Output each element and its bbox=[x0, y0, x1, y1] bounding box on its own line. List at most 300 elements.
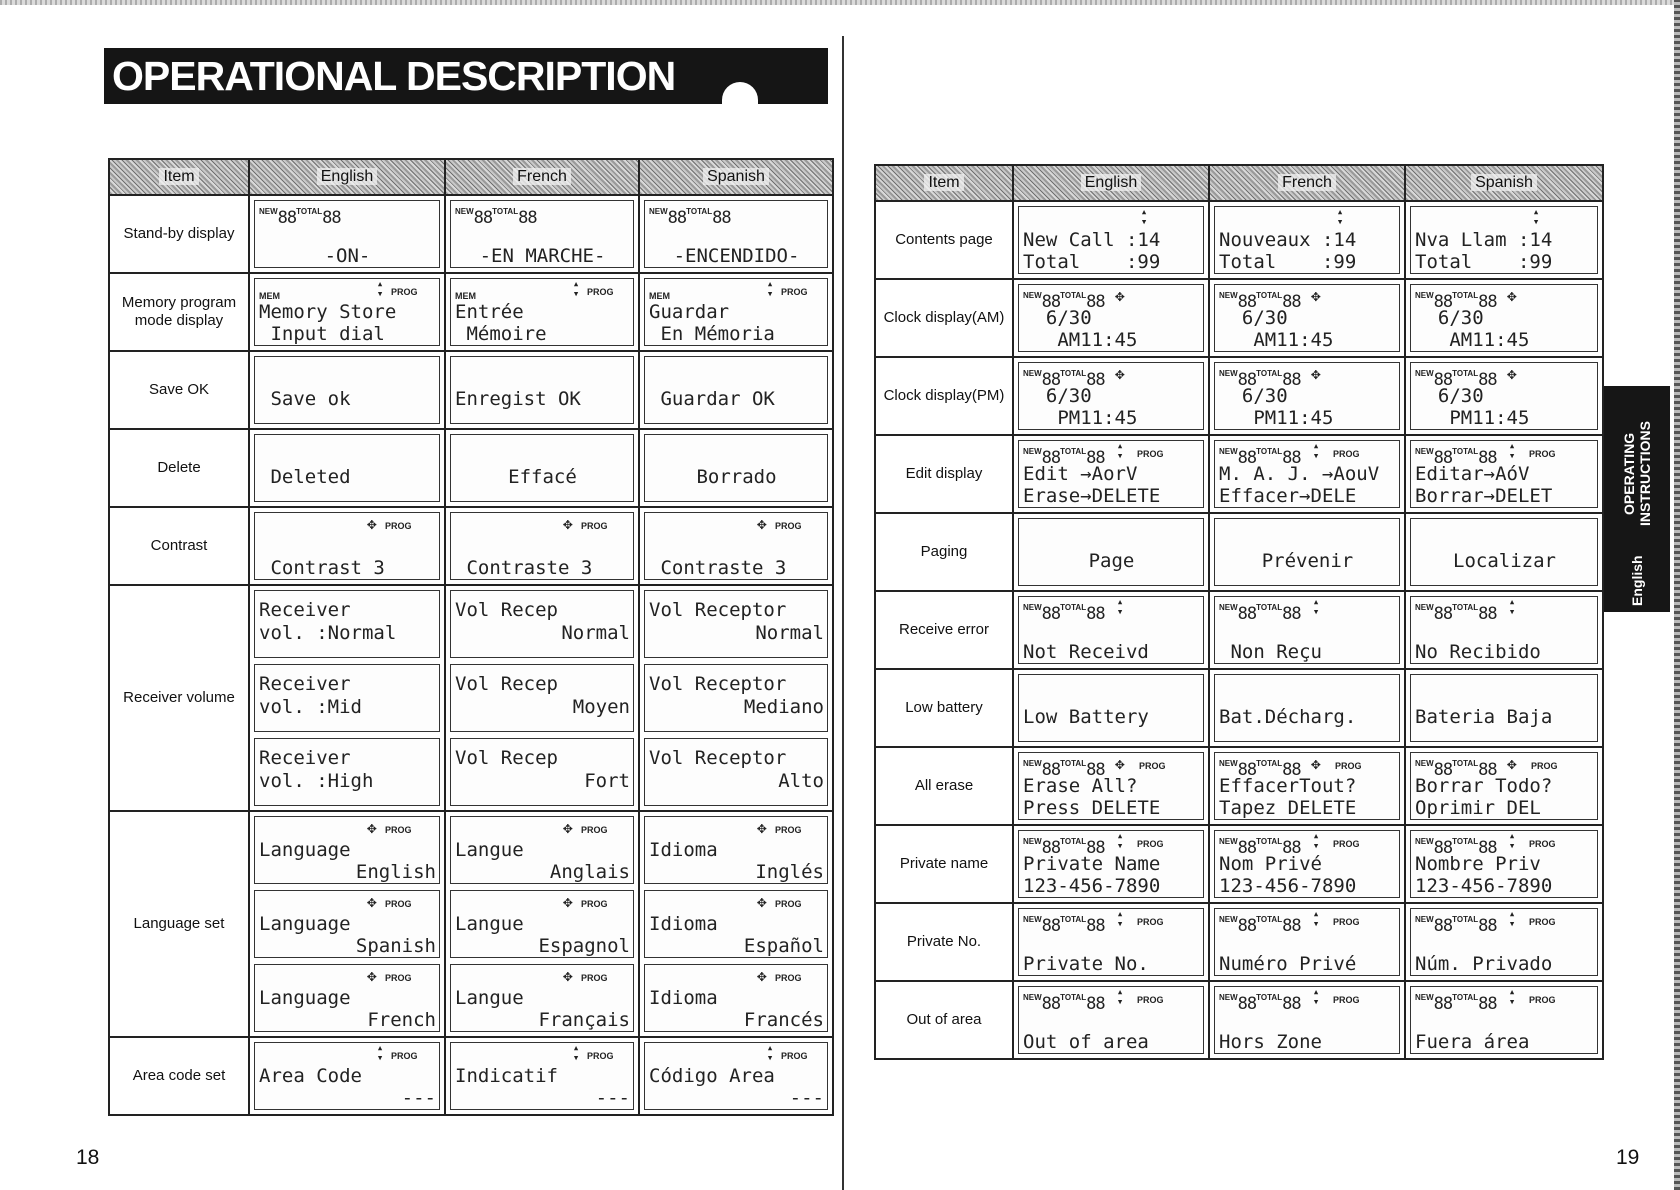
new-count-digits: 88 bbox=[1433, 994, 1453, 1014]
lcd-display bbox=[450, 816, 634, 884]
total-indicator: TOTAL bbox=[492, 207, 519, 216]
total-indicator: TOTAL bbox=[1256, 993, 1283, 1002]
table-row bbox=[109, 585, 833, 811]
lcd-display bbox=[1410, 284, 1598, 352]
mem-indicator: MEM bbox=[649, 291, 670, 301]
lcd-cell-es bbox=[1405, 669, 1603, 747]
new-indicator: NEW bbox=[1219, 837, 1238, 846]
lcd-cell-en bbox=[249, 811, 445, 1037]
lcd-line-2: Total :99 bbox=[1023, 251, 1161, 273]
total-count-digits: 88 bbox=[1478, 994, 1497, 1014]
prog-indicator: PROG bbox=[1333, 917, 1360, 927]
lcd-cell-es bbox=[1405, 981, 1603, 1059]
lcd-line-2: Inglés bbox=[755, 861, 824, 883]
new-count-digits: 88 bbox=[1041, 604, 1061, 624]
table-header-row bbox=[875, 165, 1603, 201]
scan-artifact-edge bbox=[1674, 0, 1680, 1190]
new-indicator: NEW bbox=[1415, 993, 1434, 1002]
lcd-line-2: Effacer→DELE bbox=[1219, 485, 1357, 507]
up-down-arrow-icon: ▴ ▾ bbox=[1116, 596, 1124, 618]
up-down-arrow-icon: ▴ ▾ bbox=[1116, 440, 1124, 462]
lcd-cell-en bbox=[1013, 825, 1209, 903]
lcd-display bbox=[1410, 206, 1598, 274]
up-down-arrow-icon: ▴ ▾ bbox=[1508, 986, 1516, 1008]
four-way-arrow-icon: ✥ bbox=[1507, 286, 1517, 305]
lcd-line-2: Bateria Baja bbox=[1415, 706, 1553, 728]
row-item-label: Private No. bbox=[875, 903, 1013, 981]
lcd-cell-en bbox=[249, 273, 445, 351]
four-way-arrow-icon: ✥ bbox=[367, 514, 377, 533]
total-count-digits: 88 bbox=[1478, 604, 1497, 624]
four-way-arrow-icon: ✥ bbox=[367, 818, 377, 837]
new-count-digits: 88 bbox=[473, 208, 493, 228]
lcd-line-1: Nouveaux :14 bbox=[1219, 229, 1357, 251]
prog-indicator: PROG bbox=[775, 521, 802, 531]
lcd-line-2: Borrar→DELET bbox=[1415, 485, 1553, 507]
total-count-digits: 88 bbox=[1282, 760, 1301, 780]
lcd-line-2: AM11:45 bbox=[1415, 329, 1530, 351]
lcd-display bbox=[1214, 674, 1400, 742]
lcd-display bbox=[644, 590, 828, 658]
lcd-line-2: Tapez DELETE bbox=[1219, 797, 1357, 819]
lcd-line-2: Prévenir bbox=[1261, 550, 1354, 572]
total-count-digits: 88 bbox=[1282, 994, 1301, 1014]
lcd-line-1: Indicatif bbox=[455, 1065, 558, 1087]
total-indicator: TOTAL bbox=[1452, 447, 1479, 456]
table-row bbox=[109, 507, 833, 585]
header-english: English bbox=[249, 159, 445, 195]
lcd-cell-fr bbox=[445, 429, 639, 507]
lcd-display bbox=[1018, 830, 1204, 898]
table-row bbox=[875, 435, 1603, 513]
total-count-digits: 88 bbox=[1086, 292, 1105, 312]
lcd-line-1: New Call :14 bbox=[1023, 229, 1161, 251]
new-total-indicator bbox=[649, 203, 731, 227]
lcd-display bbox=[1018, 752, 1204, 820]
lcd-line-2: Save ok bbox=[259, 388, 351, 410]
prog-indicator: PROG bbox=[385, 825, 412, 835]
row-item-label: Area code set bbox=[109, 1037, 249, 1115]
four-way-arrow-icon: ✥ bbox=[1507, 754, 1517, 773]
lcd-display bbox=[1018, 674, 1204, 742]
new-total-indicator bbox=[1219, 989, 1301, 1013]
lcd-line-1: Language bbox=[259, 913, 351, 935]
prog-indicator: PROG bbox=[1531, 761, 1558, 771]
prog-indicator: PROG bbox=[1529, 917, 1556, 927]
table-row bbox=[875, 825, 1603, 903]
side-tab bbox=[1604, 386, 1670, 612]
row-item-label: Stand-by display bbox=[109, 195, 249, 273]
lcd-display bbox=[254, 356, 440, 424]
total-count-digits: 88 bbox=[1478, 760, 1497, 780]
new-total-indicator bbox=[259, 203, 341, 227]
scan-artifact-top bbox=[0, 0, 1680, 5]
row-item-label: Paging bbox=[875, 513, 1013, 591]
lcd-cell-es bbox=[639, 195, 833, 273]
prog-indicator: PROG bbox=[385, 899, 412, 909]
four-way-arrow-icon: ✥ bbox=[1311, 754, 1321, 773]
lcd-cell-es bbox=[639, 585, 833, 811]
lcd-display bbox=[1214, 596, 1400, 664]
header-spanish: Spanish bbox=[639, 159, 833, 195]
total-count-digits: 88 bbox=[1086, 760, 1105, 780]
lcd-line-2: AM11:45 bbox=[1023, 329, 1138, 351]
row-item-label: Clock display(PM) bbox=[875, 357, 1013, 435]
prog-indicator: PROG bbox=[775, 899, 802, 909]
lcd-line-1: Idioma bbox=[649, 913, 718, 935]
lcd-cell-fr bbox=[1209, 981, 1405, 1059]
lcd-line-2: --- bbox=[789, 1087, 824, 1109]
new-total-indicator bbox=[1415, 989, 1497, 1013]
total-count-digits: 88 bbox=[518, 208, 537, 228]
lcd-line-1: Código Area bbox=[649, 1065, 775, 1087]
mem-indicator: MEM bbox=[455, 291, 476, 301]
table-row bbox=[875, 747, 1603, 825]
lcd-display bbox=[254, 434, 440, 502]
lcd-display bbox=[254, 278, 440, 346]
lcd-line-2: --- bbox=[595, 1087, 630, 1109]
lcd-cell-es bbox=[1405, 201, 1603, 279]
lcd-line-2: Contraste 3 bbox=[649, 557, 787, 579]
lcd-display bbox=[1410, 362, 1598, 430]
prog-indicator: PROG bbox=[775, 825, 802, 835]
prog-indicator: PROG bbox=[781, 287, 808, 297]
lcd-line-1: 6/30 bbox=[1415, 385, 1484, 407]
lcd-display bbox=[1214, 206, 1400, 274]
table-row bbox=[875, 279, 1603, 357]
row-item-label: Memory program mode display bbox=[109, 273, 249, 351]
row-item-label: Contrast bbox=[109, 507, 249, 585]
lcd-cell-es bbox=[1405, 513, 1603, 591]
total-indicator: TOTAL bbox=[1452, 993, 1479, 1002]
row-item-label: Receiver volume bbox=[109, 585, 249, 811]
lcd-cell-fr bbox=[445, 507, 639, 585]
prog-indicator: PROG bbox=[587, 1051, 614, 1061]
page-spine bbox=[842, 36, 844, 1190]
four-way-arrow-icon: ✥ bbox=[563, 892, 573, 911]
lcd-line-2: AM11:45 bbox=[1219, 329, 1334, 351]
lcd-line-2: PM11:45 bbox=[1219, 407, 1334, 429]
lcd-cell-fr bbox=[1209, 903, 1405, 981]
new-count-digits: 88 bbox=[1237, 916, 1257, 936]
lcd-line-1: Idioma bbox=[649, 987, 718, 1009]
total-count-digits: 88 bbox=[1478, 916, 1497, 936]
side-tab-section: OPERATING INSTRUCTIONS bbox=[1621, 421, 1653, 527]
lcd-display bbox=[1018, 908, 1204, 976]
total-count-digits: 88 bbox=[712, 208, 731, 228]
total-indicator: TOTAL bbox=[1060, 603, 1087, 612]
new-indicator: NEW bbox=[1219, 447, 1238, 456]
lcd-line-2: Francés bbox=[743, 1009, 824, 1031]
lcd-cell-en bbox=[1013, 669, 1209, 747]
lcd-display bbox=[450, 434, 634, 502]
lcd-line-2: 123-456-7890 bbox=[1023, 875, 1161, 897]
lcd-line-1: Idioma bbox=[649, 839, 718, 861]
lcd-line-2: English bbox=[355, 861, 436, 883]
total-indicator: TOTAL bbox=[1256, 369, 1283, 378]
lcd-line-1: Langue bbox=[455, 839, 524, 861]
new-indicator: NEW bbox=[1023, 447, 1042, 456]
lcd-display bbox=[644, 816, 828, 884]
lcd-line-2: Hors Zone bbox=[1219, 1031, 1322, 1053]
lcd-line-2: Press DELETE bbox=[1023, 797, 1161, 819]
total-indicator: TOTAL bbox=[1452, 759, 1479, 768]
lcd-display bbox=[1214, 830, 1400, 898]
total-count-digits: 88 bbox=[1282, 916, 1301, 936]
lcd-cell-fr bbox=[1209, 201, 1405, 279]
up-down-arrow-icon: ▴ ▾ bbox=[1508, 440, 1516, 462]
new-indicator: NEW bbox=[1023, 369, 1042, 378]
prog-indicator: PROG bbox=[1529, 839, 1556, 849]
lcd-line-2: Erase→DELETE bbox=[1023, 485, 1161, 507]
lcd-display bbox=[1018, 518, 1204, 586]
lcd-line-2: Contraste 3 bbox=[455, 557, 593, 579]
lcd-display bbox=[254, 200, 440, 268]
lcd-cell-en bbox=[1013, 591, 1209, 669]
prog-indicator: PROG bbox=[775, 973, 802, 983]
lcd-display bbox=[1018, 284, 1204, 352]
lcd-line-1: 6/30 bbox=[1219, 385, 1288, 407]
row-item-label: Contents page bbox=[875, 201, 1013, 279]
new-count-digits: 88 bbox=[1433, 370, 1453, 390]
total-count-digits: 88 bbox=[1282, 292, 1301, 312]
lcd-line-1: Edit →AorV bbox=[1023, 463, 1138, 485]
total-indicator: TOTAL bbox=[1452, 291, 1479, 300]
four-way-arrow-icon: ✥ bbox=[757, 966, 767, 985]
new-count-digits: 88 bbox=[1041, 994, 1061, 1014]
new-count-digits: 88 bbox=[1433, 838, 1453, 858]
up-down-arrow-icon: ▴ ▾ bbox=[572, 278, 580, 300]
lcd-display bbox=[254, 816, 440, 884]
lcd-line-2: Normal bbox=[561, 622, 630, 644]
lcd-cell-en bbox=[1013, 279, 1209, 357]
total-indicator: TOTAL bbox=[1256, 291, 1283, 300]
page-title-text: OPERATIONAL DESCRIPTION bbox=[112, 53, 676, 99]
page-number-left: 18 bbox=[76, 1146, 100, 1169]
new-indicator: NEW bbox=[1023, 837, 1042, 846]
up-down-arrow-icon: ▴ ▾ bbox=[1312, 830, 1320, 852]
new-count-digits: 88 bbox=[1237, 604, 1257, 624]
lcd-display bbox=[644, 278, 828, 346]
new-count-digits: 88 bbox=[1237, 448, 1257, 468]
lcd-line-2: Spanish bbox=[355, 935, 436, 957]
up-down-arrow-icon: ▴ ▾ bbox=[1508, 596, 1516, 618]
lcd-display bbox=[1214, 986, 1400, 1054]
new-total-indicator bbox=[1023, 911, 1105, 935]
up-down-arrow-icon: ▴ ▾ bbox=[1336, 206, 1344, 228]
lcd-cell-en bbox=[1013, 201, 1209, 279]
lcd-line-2: Numéro Privé bbox=[1219, 953, 1357, 975]
lcd-display bbox=[254, 512, 440, 580]
new-count-digits: 88 bbox=[1041, 838, 1061, 858]
up-down-arrow-icon: ▴ ▾ bbox=[1508, 830, 1516, 852]
lcd-cell-en bbox=[1013, 357, 1209, 435]
total-indicator: TOTAL bbox=[1060, 837, 1087, 846]
four-way-arrow-icon: ✥ bbox=[563, 514, 573, 533]
lcd-line-1: Private Name bbox=[1023, 853, 1161, 875]
lcd-line-1: Nva Llam :14 bbox=[1415, 229, 1553, 251]
lcd-line-2: Private No. bbox=[1023, 953, 1149, 975]
row-item-label: Language set bbox=[109, 811, 249, 1037]
table-row bbox=[109, 1037, 833, 1115]
lcd-cell-fr bbox=[445, 195, 639, 273]
new-count-digits: 88 bbox=[1433, 760, 1453, 780]
lcd-line-2: 123-456-7890 bbox=[1219, 875, 1357, 897]
lcd-display bbox=[450, 1042, 634, 1110]
total-count-digits: 88 bbox=[1086, 916, 1105, 936]
up-down-arrow-icon: ▴ ▾ bbox=[1312, 908, 1320, 930]
new-count-digits: 88 bbox=[1041, 292, 1061, 312]
four-way-arrow-icon: ✥ bbox=[1115, 364, 1125, 383]
lcd-line-2: --- bbox=[401, 1087, 436, 1109]
lcd-line-2: Bat.Décharg. bbox=[1219, 706, 1357, 728]
table-row bbox=[109, 273, 833, 351]
total-indicator: TOTAL bbox=[1060, 759, 1087, 768]
lcd-cell-fr bbox=[445, 351, 639, 429]
new-indicator: NEW bbox=[1415, 603, 1434, 612]
lcd-display bbox=[1410, 518, 1598, 586]
prog-indicator: PROG bbox=[781, 1051, 808, 1061]
total-indicator: TOTAL bbox=[686, 207, 713, 216]
lcd-cell-es bbox=[1405, 279, 1603, 357]
header-item: Item bbox=[875, 165, 1013, 201]
new-indicator: NEW bbox=[1219, 369, 1238, 378]
lcd-display bbox=[644, 356, 828, 424]
lcd-cell-es bbox=[1405, 903, 1603, 981]
up-down-arrow-icon: ▴ ▾ bbox=[1312, 986, 1320, 1008]
prog-indicator: PROG bbox=[385, 521, 412, 531]
new-indicator: NEW bbox=[1023, 993, 1042, 1002]
up-down-arrow-icon: ▴ ▾ bbox=[376, 1042, 384, 1064]
lcd-line-2: Français bbox=[538, 1009, 630, 1031]
lcd-line-1: Receiver bbox=[259, 747, 351, 769]
lcd-display bbox=[450, 200, 634, 268]
lcd-line-1: 6/30 bbox=[1023, 385, 1092, 407]
new-count-digits: 88 bbox=[277, 208, 297, 228]
lcd-line-2: -ENCENDIDO- bbox=[673, 245, 800, 267]
row-item-label: Edit display bbox=[875, 435, 1013, 513]
total-count-digits: 88 bbox=[1282, 838, 1301, 858]
row-item-label: All erase bbox=[875, 747, 1013, 825]
total-indicator: TOTAL bbox=[1256, 447, 1283, 456]
new-indicator: NEW bbox=[1219, 759, 1238, 768]
lcd-display bbox=[1018, 596, 1204, 664]
lcd-display bbox=[1018, 206, 1204, 274]
header-spanish: Spanish bbox=[1405, 165, 1603, 201]
lcd-line-1: Language bbox=[259, 839, 351, 861]
lcd-cell-es bbox=[639, 351, 833, 429]
lcd-line-1: Vol Receptor bbox=[649, 747, 787, 769]
total-indicator: TOTAL bbox=[1452, 915, 1479, 924]
lcd-line-1: Langue bbox=[455, 913, 524, 935]
prog-indicator: PROG bbox=[1335, 761, 1362, 771]
row-item-label: Save OK bbox=[109, 351, 249, 429]
prog-indicator: PROG bbox=[1333, 995, 1360, 1005]
new-total-indicator bbox=[1023, 599, 1105, 623]
prog-indicator: PROG bbox=[581, 521, 608, 531]
lcd-line-2: Mediano bbox=[743, 696, 824, 718]
lcd-line-2: Low Battery bbox=[1023, 706, 1149, 728]
lcd-display bbox=[1410, 674, 1598, 742]
lcd-display bbox=[254, 964, 440, 1032]
side-tab-language: English bbox=[1629, 555, 1645, 606]
lcd-line-1: Langue bbox=[455, 987, 524, 1009]
lcd-line-2: Borrado bbox=[696, 466, 777, 488]
lcd-display bbox=[644, 434, 828, 502]
total-indicator: TOTAL bbox=[1060, 447, 1087, 456]
new-indicator: NEW bbox=[1415, 915, 1434, 924]
prog-indicator: PROG bbox=[1529, 995, 1556, 1005]
lcd-cell-fr bbox=[1209, 279, 1405, 357]
lcd-line-1: Receiver bbox=[259, 673, 351, 695]
new-indicator: NEW bbox=[1415, 759, 1434, 768]
new-count-digits: 88 bbox=[1041, 370, 1061, 390]
total-count-digits: 88 bbox=[1086, 604, 1105, 624]
lcd-display bbox=[1214, 752, 1400, 820]
lcd-line-2: Non Reçu bbox=[1219, 641, 1322, 663]
lcd-cell-en bbox=[1013, 747, 1209, 825]
lcd-cell-fr bbox=[1209, 435, 1405, 513]
lcd-line-1: Language bbox=[259, 987, 351, 1009]
new-indicator: NEW bbox=[1023, 759, 1042, 768]
four-way-arrow-icon: ✥ bbox=[1507, 364, 1517, 383]
lcd-line-2: Total :99 bbox=[1415, 251, 1553, 273]
lcd-cell-en bbox=[249, 1037, 445, 1115]
row-item-label: Delete bbox=[109, 429, 249, 507]
up-down-arrow-icon: ▴ ▾ bbox=[1532, 206, 1540, 228]
lcd-cell-es bbox=[639, 273, 833, 351]
lcd-cell-fr bbox=[1209, 357, 1405, 435]
lcd-display bbox=[1410, 752, 1598, 820]
lcd-line-2: Moyen bbox=[572, 696, 630, 718]
lcd-line-2: 123-456-7890 bbox=[1415, 875, 1553, 897]
lcd-line-2: vol. :Normal bbox=[259, 622, 397, 644]
new-total-indicator bbox=[1415, 599, 1497, 623]
lcd-display bbox=[254, 1042, 440, 1110]
table-row bbox=[109, 429, 833, 507]
lcd-line-1: Guardar bbox=[649, 301, 730, 323]
lcd-line-2: Normal bbox=[755, 622, 824, 644]
up-down-arrow-icon: ▴ ▾ bbox=[1116, 908, 1124, 930]
new-total-indicator bbox=[455, 203, 537, 227]
lcd-line-2: Localizar bbox=[1453, 550, 1556, 572]
new-indicator: NEW bbox=[1415, 447, 1434, 456]
lcd-cell-en bbox=[1013, 981, 1209, 1059]
total-indicator: TOTAL bbox=[1060, 993, 1087, 1002]
lcd-cell-en bbox=[249, 507, 445, 585]
binder-hole bbox=[722, 82, 758, 112]
table-row bbox=[875, 201, 1603, 279]
lcd-cell-en bbox=[1013, 903, 1209, 981]
new-indicator: NEW bbox=[1415, 369, 1434, 378]
lcd-display bbox=[450, 278, 634, 346]
up-down-arrow-icon: ▴ ▾ bbox=[766, 1042, 774, 1064]
lcd-display bbox=[254, 664, 440, 732]
header-item: Item bbox=[109, 159, 249, 195]
lcd-display bbox=[254, 590, 440, 658]
prog-indicator: PROG bbox=[391, 287, 418, 297]
header-french: French bbox=[445, 159, 639, 195]
lcd-cell-fr bbox=[1209, 669, 1405, 747]
total-count-digits: 88 bbox=[1478, 838, 1497, 858]
prog-indicator: PROG bbox=[1137, 839, 1164, 849]
four-way-arrow-icon: ✥ bbox=[1311, 286, 1321, 305]
row-item-label: Out of area bbox=[875, 981, 1013, 1059]
prog-indicator: PROG bbox=[581, 973, 608, 983]
lcd-line-2: Español bbox=[743, 935, 824, 957]
lcd-cell-fr bbox=[1209, 747, 1405, 825]
total-indicator: TOTAL bbox=[1256, 915, 1283, 924]
